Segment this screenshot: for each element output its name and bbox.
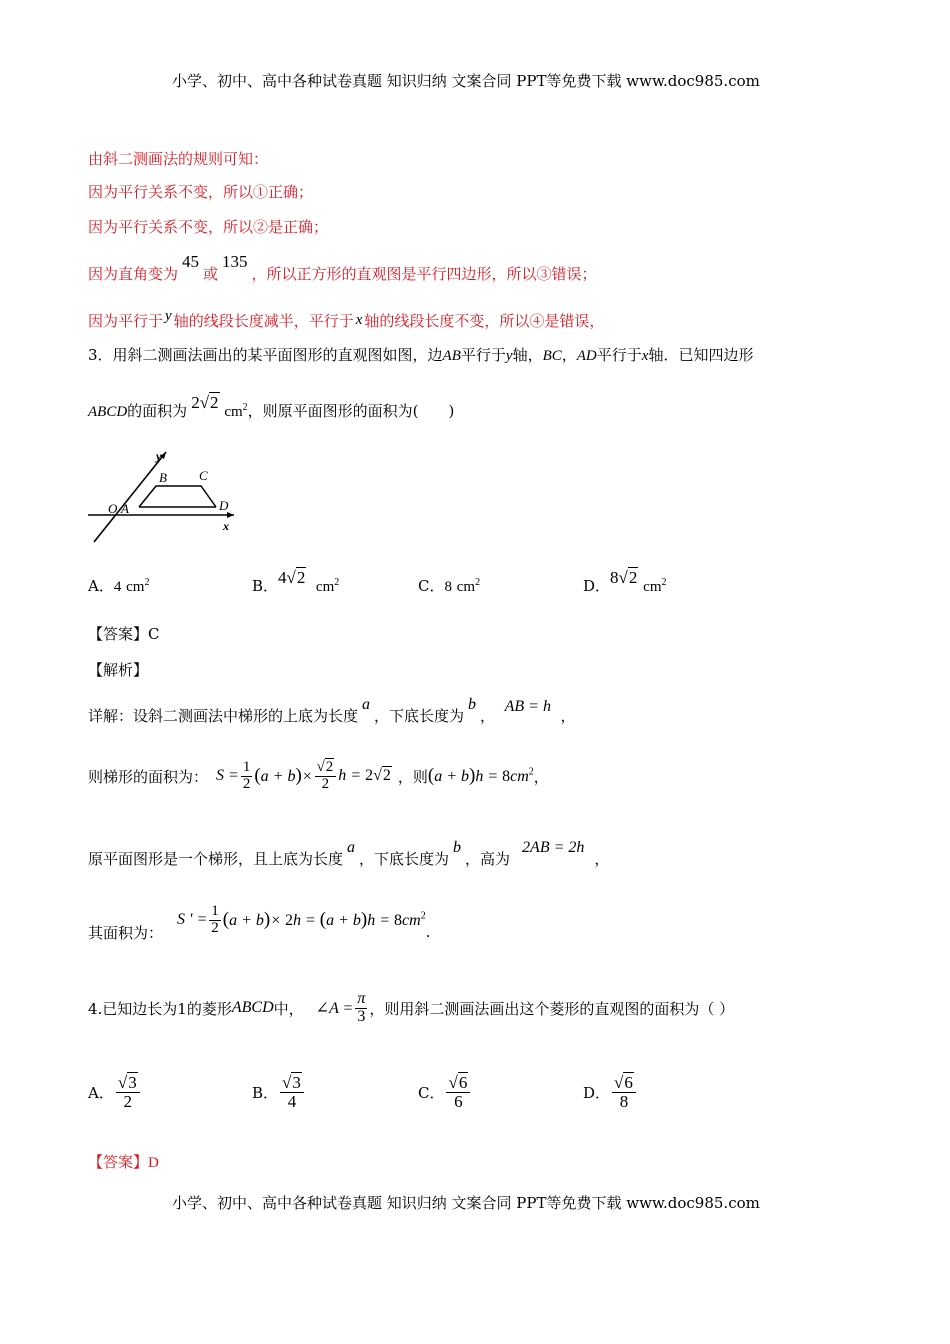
q3-option-a: A．4 $cm^2$ bbox=[88, 577, 150, 595]
label-A: A bbox=[121, 501, 129, 516]
q3-area-line: 则梯形的面积为： S = $\frac{1}{2}$ (a + b)× $\frac{√2}{2}$ h = 2√2 ，则 $(a + b)h = 8cm^2$ ， bbox=[88, 758, 549, 792]
rule-item-4: 因为平行于 y 轴的线段长度减半，平行于 x 轴的线段长度不变，所以④是错误， bbox=[88, 308, 605, 330]
label-O: O bbox=[108, 501, 118, 516]
q3-stem-line2: ABCD的面积为 2√2 $cm^2$，则原平面图形的面积为( ) bbox=[88, 393, 455, 420]
q4-option-c: C． $\frac{√6}{6}$ bbox=[418, 1068, 472, 1116]
rule-intro: 由斜二测画法的规则可知： bbox=[88, 150, 269, 168]
trapezoid-sides bbox=[139, 486, 216, 507]
area-value: 2√2 bbox=[191, 393, 219, 412]
q4-answer: 【答案】D bbox=[88, 1153, 159, 1171]
q3-final-line: 其面积为： S ' = $\frac{1}{2}$ $(a + b)\times 2h = (a + b)h = 8cm^2$ . bbox=[88, 902, 431, 942]
label-y: y bbox=[156, 449, 162, 463]
q3-analysis-label: 【解析】 bbox=[88, 661, 149, 679]
label-C: C bbox=[199, 468, 208, 483]
page-footer: 小学、初中、高中各种试卷真题 知识归纳 文案合同 PPT等免费下载 www.doc985.com bbox=[172, 1194, 760, 1212]
q4-option-b: B． $\frac{√3}{4}$ bbox=[252, 1068, 306, 1116]
sqrt-sign: √ bbox=[199, 393, 210, 412]
q3-option-b: B．4√2 $cm^2$ bbox=[252, 568, 340, 595]
y-axis bbox=[94, 452, 166, 542]
original-area-formula: S ' = bbox=[177, 911, 208, 928]
page-header: 小学、初中、高中各种试卷真题 知识归纳 文案合同 PPT等免费下载 www.doc985.com bbox=[172, 72, 760, 90]
sqrt-sign: √ bbox=[618, 568, 628, 587]
rule-item-1: 因为平行关系不变，所以①正确； bbox=[88, 183, 314, 201]
label-D: D bbox=[219, 498, 229, 513]
q4-stem: 4.已知边长为1的菱形 ABCD 中， ∠A = $\frac{\pi}{3}$ ，则用斜二测画法画出这个菱形的直观图的面积为（ ） bbox=[88, 989, 735, 1025]
sqrt-sign: √ bbox=[286, 568, 296, 587]
angle-135: 135 bbox=[222, 252, 248, 271]
q3-answer: 【答案】C bbox=[88, 625, 160, 643]
q3-detail-line: 详解：设斜二测画法中梯形的上底为长度a，下底长度为b， AB = h ， bbox=[88, 696, 576, 725]
rule-item-2: 因为平行关系不变，所以②是正确； bbox=[88, 218, 329, 236]
label-B: B bbox=[159, 470, 167, 485]
label-x: x bbox=[223, 519, 229, 533]
rule-item-3: 因为直角变为45或135，所以正方形的直观图是平行四边形，所以③错误； bbox=[88, 252, 597, 283]
q3-option-d: D．8√2 $cm^2$ bbox=[583, 568, 667, 595]
q3-option-c: C．8 $cm^2$ bbox=[418, 577, 481, 595]
q3-stem-line1: 3．用斜二测画法画出的某平面图形的直观图如图，边AB平行于y轴，BC，AD平行于x轴．已知四边形 bbox=[88, 346, 754, 364]
angle-45: 45 bbox=[182, 252, 200, 271]
q4-option-d: D． $\frac{√6}{8}$ bbox=[583, 1068, 638, 1116]
trapezoid-area-formula: S = bbox=[216, 767, 239, 784]
q3-original-line: 原平面图形是一个梯形，且上底为长度a，下底长度为b，高为2AB = 2h， bbox=[88, 839, 610, 868]
oblique-trapezoid-figure bbox=[86, 444, 246, 544]
q4-option-a: A． $\frac{√3}{2}$ bbox=[88, 1068, 142, 1116]
